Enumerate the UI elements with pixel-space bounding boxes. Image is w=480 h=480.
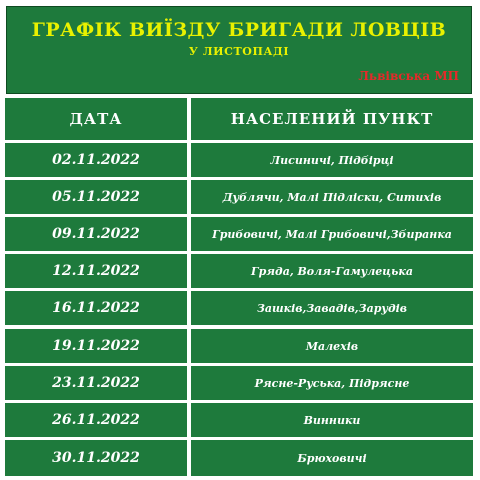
table-row-date: 12.11.2022 — [5, 254, 187, 288]
table-row-date: 09.11.2022 — [5, 217, 187, 251]
table-row-date: 02.11.2022 — [5, 143, 187, 177]
table-row-place: Грибовичі, Малі Грибовичі,Збиранка — [191, 217, 473, 251]
page-title: ГРАФІК ВИЇЗДУ БРИГАДИ ЛОВЦІВ — [31, 19, 447, 41]
table-row-place: Гряда, Воля-Гамулецька — [191, 254, 473, 288]
column-header-date: ДАТА — [5, 98, 187, 140]
table-row-place: Брюховичі — [191, 440, 473, 476]
table-row-date: 26.11.2022 — [5, 403, 187, 437]
table-row-place: Рясне-Руська, Підрясне — [191, 366, 473, 400]
column-header-place: НАСЕЛЕНИЙ ПУНКТ — [191, 98, 473, 140]
schedule-header — [6, 6, 472, 94]
table-row-place: Дублячи, Малі Підліски, Ситихів — [191, 180, 473, 214]
table-row-place: Винники — [191, 403, 473, 437]
table-row-date: 30.11.2022 — [5, 440, 187, 476]
table-row-place: Лисиничі, Підбірці — [191, 143, 473, 177]
organization-label: Львівська МП — [358, 69, 459, 83]
table-row-date: 19.11.2022 — [5, 329, 187, 363]
table-row-date: 23.11.2022 — [5, 366, 187, 400]
page-subtitle: У ЛИСТОПАДІ — [188, 45, 290, 58]
table-row-date: 05.11.2022 — [5, 180, 187, 214]
table-row-place: Зашків,Завадів,Зарудів — [191, 291, 473, 325]
table-row-place: Малехів — [191, 329, 473, 363]
table-row-date: 16.11.2022 — [5, 291, 187, 325]
